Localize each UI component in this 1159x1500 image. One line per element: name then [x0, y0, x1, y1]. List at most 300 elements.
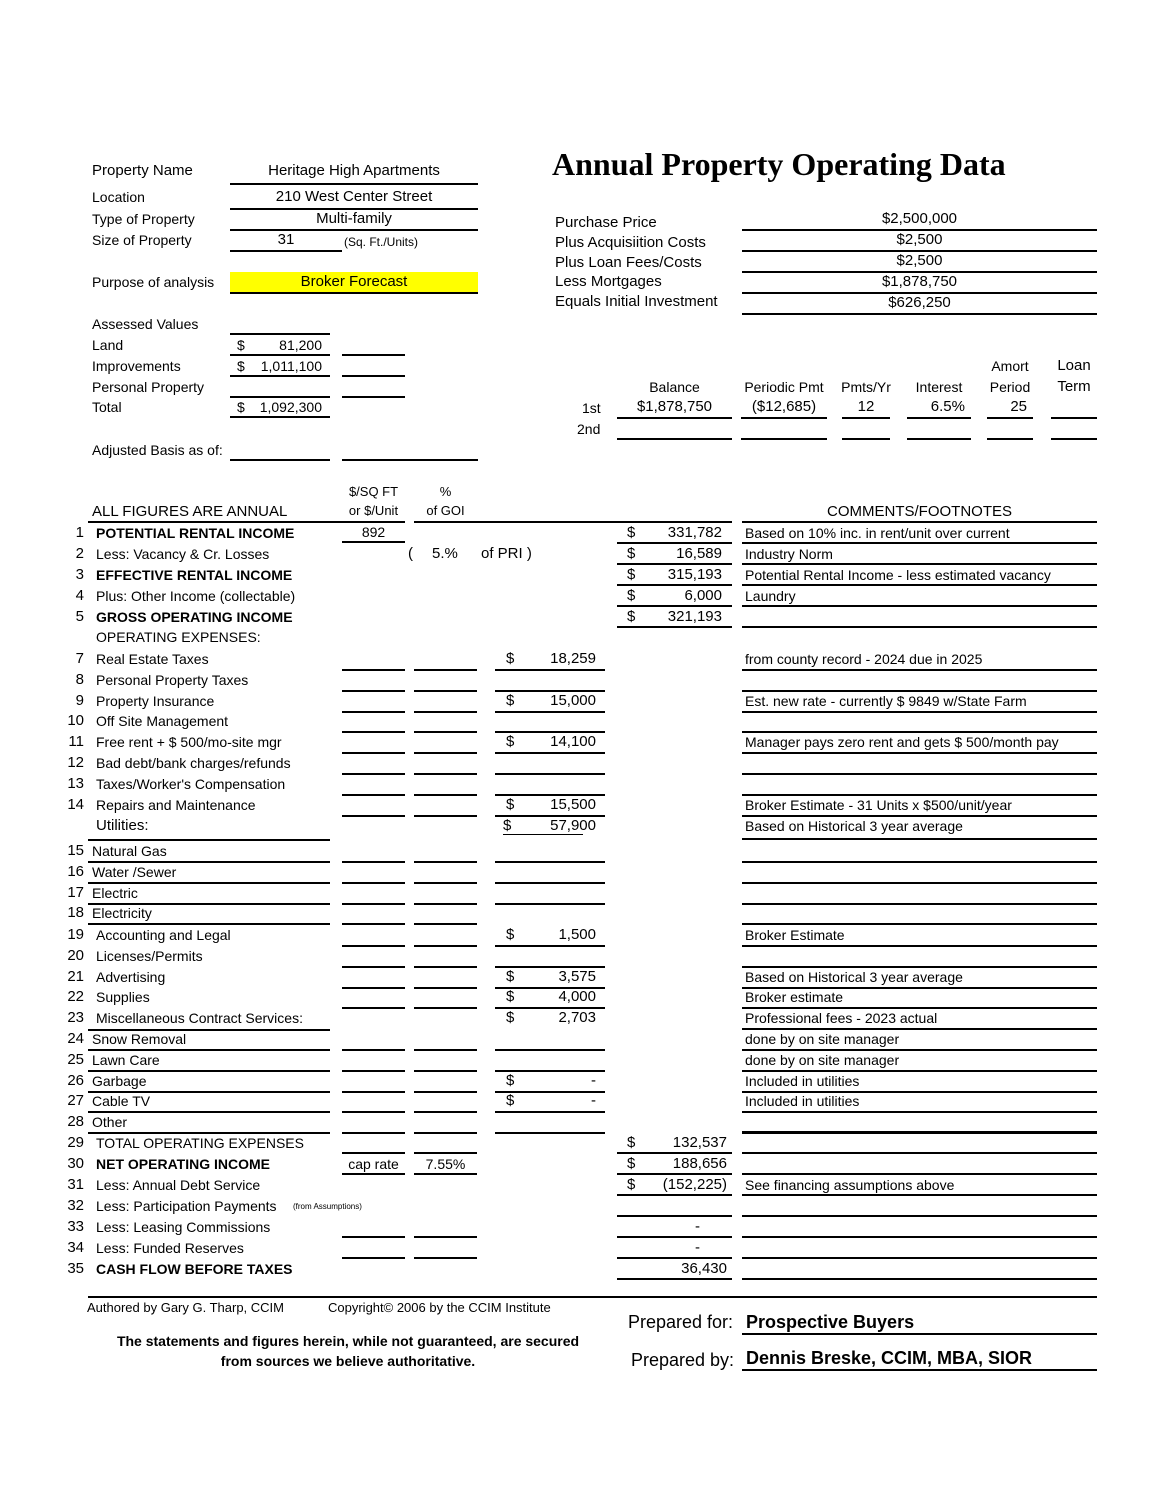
divider [617, 1215, 732, 1217]
row-number: 14 [67, 795, 84, 813]
divider [742, 1173, 1097, 1175]
opex-heading: OPERATING EXPENSES: [96, 629, 261, 645]
row-label: Less: Funded Reserves [96, 1240, 244, 1256]
row-label: Natural Gas [92, 843, 167, 859]
row-number: 20 [67, 946, 84, 964]
loan-2-pmt-field[interactable] [741, 438, 827, 440]
pct-field[interactable] [414, 1132, 477, 1134]
assessed-land-value[interactable]: 81,200 [279, 337, 322, 353]
pct-field[interactable] [414, 1152, 477, 1154]
row-number: 17 [67, 883, 84, 901]
divider [742, 521, 1097, 523]
less-mortgages-value[interactable]: $1,878,750 [881, 273, 958, 290]
sqft-field[interactable] [342, 815, 405, 817]
divider [617, 1194, 732, 1196]
divider [742, 794, 1097, 796]
row-label: Electricity [92, 905, 152, 922]
divider [230, 250, 342, 252]
row-amount[interactable]: (152,225) [662, 1176, 727, 1193]
divider [742, 542, 1097, 544]
divider [742, 773, 1097, 775]
divider [617, 1152, 732, 1154]
row-label: Off Site Management [96, 713, 229, 730]
divider [742, 1091, 1097, 1093]
property-type-label: Type of Property [92, 211, 195, 227]
row-number: 4 [75, 587, 84, 604]
divider [88, 839, 330, 841]
sqft-field[interactable] [342, 1070, 405, 1072]
pct-field[interactable] [414, 773, 477, 775]
currency-symbol: $ [506, 1092, 515, 1110]
divider [617, 563, 732, 565]
prepared-for-label: Prepared for: [628, 1312, 734, 1332]
row-label: Other [92, 1114, 128, 1131]
sqft-field[interactable] [342, 861, 405, 863]
divider [742, 1152, 1097, 1154]
divider [742, 563, 1097, 565]
pct-field[interactable] [414, 1049, 477, 1051]
pct-field[interactable] [414, 1070, 477, 1072]
pct-field[interactable] [414, 815, 477, 817]
sqft-field[interactable] [342, 752, 405, 754]
loan-1-amort[interactable]: 25 [1010, 398, 1027, 415]
balance-header: Balance [649, 379, 700, 395]
purchase-price-label: Purchase Price [555, 214, 657, 231]
pct-field[interactable] [414, 669, 477, 671]
adjusted-basis-date-field[interactable] [230, 459, 330, 461]
divider [617, 605, 732, 607]
row-label: POTENTIAL RENTAL INCOME [96, 525, 295, 541]
less-mortgages-label: Less Mortgages [555, 273, 662, 290]
divider [88, 1111, 330, 1113]
row-number: 22 [67, 988, 84, 1006]
divider [88, 861, 330, 863]
row-number: 35 [67, 1260, 84, 1277]
purchase-price-value[interactable]: $2,500,000 [881, 210, 958, 227]
pct-field[interactable] [414, 1007, 477, 1009]
loan-2-term-field[interactable] [1051, 438, 1097, 440]
property-type-value[interactable]: Multi-family [316, 210, 392, 227]
sqft-field[interactable] [342, 1257, 405, 1259]
row-label: Garbage [92, 1072, 147, 1089]
row-amount[interactable]: 1,500 [558, 926, 596, 943]
divider [88, 1091, 330, 1093]
row-label: Property Insurance [96, 692, 215, 709]
location-label: Location [92, 189, 145, 205]
divider [88, 1132, 330, 1134]
assessed-improvements-value[interactable]: 1,011,100 [260, 358, 322, 374]
pct-field[interactable] [414, 1091, 477, 1093]
sqft-field[interactable] [342, 711, 405, 713]
adjusted-basis-label: Adjusted Basis as of: [92, 442, 223, 458]
loan-1-balance[interactable]: $1,878,750 [636, 398, 713, 415]
row-number: 23 [67, 1009, 84, 1027]
row-amount[interactable]: - [695, 1239, 700, 1256]
disclaimer-line-2: from sources we believe authoritative. [220, 1353, 476, 1369]
page-title: Annual Property Operating Data [552, 146, 1006, 182]
sqft-field[interactable] [342, 1152, 405, 1154]
divider [742, 1236, 1097, 1238]
assessed-total-value[interactable]: 1,092,300 [259, 399, 322, 415]
row-number: 28 [67, 1113, 84, 1131]
row-amount[interactable]: 4,000 [558, 988, 596, 1006]
row-amount[interactable]: 132,537 [672, 1134, 727, 1151]
row-number: 31 [67, 1176, 84, 1193]
prepared-by-label: Prepared by: [631, 1350, 735, 1370]
row-amount[interactable]: 14,100 [550, 733, 596, 751]
assessed-improvements-currency: $ [237, 358, 245, 374]
divider [741, 417, 827, 419]
assessed-total-currency: $ [237, 399, 245, 415]
row-number: 11 [68, 733, 84, 751]
disclaimer-line-1: The statements and figures herein, while not guaranteed, are secured [116, 1333, 580, 1349]
divider [503, 834, 583, 835]
pct-field[interactable] [414, 690, 477, 692]
purpose-value[interactable]: Broker Forecast [230, 272, 478, 292]
currency-symbol: $ [627, 1134, 636, 1151]
row-amount[interactable]: - [591, 1092, 596, 1110]
divider [88, 1070, 330, 1072]
amount-field[interactable] [495, 752, 605, 754]
pct-field[interactable] [414, 861, 477, 863]
sqft-field[interactable] [342, 1236, 405, 1238]
currency-symbol: $ [506, 1009, 515, 1027]
row-number: 3 [75, 566, 84, 583]
divider [742, 882, 1097, 884]
row-label: Snow Removal [92, 1031, 187, 1047]
acquisition-costs-value[interactable]: $2,500 [896, 231, 943, 248]
sqft-field[interactable] [342, 1091, 405, 1093]
pct-field[interactable] [414, 966, 477, 968]
initial-investment-value[interactable]: $626,250 [888, 294, 951, 311]
assessed-improvements-label: Improvements [92, 358, 181, 374]
row-comment: Broker Estimate [745, 927, 845, 943]
loan-2-amort-field[interactable] [987, 438, 1033, 440]
amount-field[interactable] [495, 669, 605, 671]
divider [742, 1278, 1097, 1280]
prepared-by-value[interactable]: Dennis Breske, CCIM, MBA, SIOR [746, 1348, 1033, 1368]
amount-field[interactable] [495, 945, 605, 947]
row-label: Electric [92, 884, 138, 901]
divider [230, 333, 330, 335]
row-label: Cable TV [92, 1093, 151, 1110]
currency-symbol: $ [627, 545, 636, 562]
sqft-field[interactable] [342, 945, 405, 947]
cap-rate-value[interactable]: 7.55% [425, 1156, 466, 1172]
divider [230, 354, 330, 356]
blank-field[interactable] [342, 396, 405, 398]
divider [617, 584, 732, 586]
loan-2-interest-field[interactable] [907, 438, 971, 440]
divider [617, 417, 732, 419]
sqft-field[interactable] [342, 923, 405, 925]
periodic-pmt-header: Periodic Pmt [744, 379, 824, 395]
row-amount[interactable]: 3,575 [558, 967, 596, 985]
amount-field[interactable] [495, 903, 605, 905]
row-number: 7 [75, 650, 84, 667]
sqft-field[interactable] [342, 1007, 405, 1009]
amount-field[interactable] [495, 861, 605, 863]
property-name-label: Property Name [92, 162, 193, 179]
divider [742, 669, 1097, 671]
row-amount[interactable]: 2,703 [558, 1009, 596, 1027]
divider [742, 605, 1097, 607]
currency-symbol: $ [506, 1071, 515, 1089]
utilities-label: Utilities: [96, 817, 149, 834]
amount-field[interactable] [495, 711, 605, 713]
amort-header-2: Period [989, 379, 1031, 395]
divider [742, 1111, 1097, 1113]
blank-field[interactable] [342, 354, 405, 356]
row-amount[interactable]: 315,193 [667, 566, 722, 583]
sqft-field[interactable] [342, 794, 405, 796]
assessed-land-label: Land [92, 337, 124, 353]
divider [742, 690, 1097, 692]
row-amount[interactable]: 6,000 [684, 587, 722, 604]
row-number: 2 [75, 545, 84, 562]
row-amount[interactable]: - [695, 1218, 700, 1235]
row-comment: done by on site manager [745, 1051, 900, 1068]
divider [88, 923, 330, 925]
row-number: 29 [67, 1134, 84, 1151]
row-comment: Broker estimate [745, 989, 844, 1006]
divider [742, 1049, 1097, 1051]
row-label: Less: Vacancy & Cr. Losses [96, 546, 270, 562]
row-amount[interactable]: 18,259 [550, 650, 596, 667]
initial-investment-label: Equals Initial Investment [555, 293, 718, 310]
divider [742, 626, 1097, 628]
sqft-field[interactable] [342, 1111, 405, 1113]
loan-1-interest[interactable]: 6.5% [930, 398, 965, 415]
currency-symbol: $ [506, 650, 515, 667]
sqft-field[interactable] [342, 1173, 405, 1175]
pct-field[interactable] [414, 903, 477, 905]
sqft-field[interactable] [342, 773, 405, 775]
currency-symbol: $ [506, 733, 515, 751]
loan-fees-value[interactable]: $2,500 [896, 252, 943, 269]
row-comment: See financing assumptions above [745, 1177, 955, 1193]
pct-field[interactable] [414, 945, 477, 947]
row-amount[interactable]: 15,000 [550, 691, 596, 709]
amount-field[interactable] [495, 815, 605, 817]
loan-1-term-field[interactable] [1051, 417, 1097, 419]
sqft-field[interactable] [342, 987, 405, 989]
row-number: 27 [67, 1092, 84, 1110]
term-header-2: Term [1057, 378, 1091, 395]
divider [907, 417, 971, 419]
pmts-yr-header: Pmts/Yr [841, 379, 891, 395]
loan-1-pmts-yr[interactable]: 12 [857, 398, 875, 415]
row-label: Real Estate Taxes [96, 651, 209, 667]
assessed-total-label: Total [92, 399, 122, 415]
row-comment: Laundry [745, 588, 796, 604]
row-number: 1 [75, 524, 84, 541]
pct-field[interactable] [414, 1236, 477, 1238]
row-comment: Included in utilities [745, 1093, 860, 1110]
divider [742, 1070, 1097, 1072]
amount-field[interactable] [495, 882, 605, 884]
row-label: Accounting and Legal [96, 927, 231, 943]
amount-field[interactable] [495, 773, 605, 775]
utilities-currency: $ [503, 817, 512, 834]
blank-field[interactable] [342, 375, 405, 377]
row-label: Supplies [96, 989, 150, 1006]
divider [230, 183, 478, 185]
row-number: 21 [67, 967, 84, 985]
divider [742, 1257, 1097, 1259]
purpose-label: Purpose of analysis [92, 274, 215, 290]
sqft-field[interactable] [342, 966, 405, 968]
utilities-value[interactable]: 57,900 [550, 817, 596, 834]
pct-field[interactable] [414, 987, 477, 989]
row-comment: Professional fees - 2023 actual [745, 1010, 938, 1027]
divider [617, 542, 732, 544]
row-number: 19 [67, 926, 84, 943]
currency-symbol: $ [627, 524, 636, 541]
loan-2-balance-field[interactable] [617, 438, 732, 440]
amount-field[interactable] [495, 1049, 605, 1051]
divider [414, 521, 732, 523]
sqft-field[interactable] [342, 1049, 405, 1051]
row-amount[interactable]: 188,656 [672, 1155, 727, 1172]
row-label: TOTAL OPERATING EXPENSES [96, 1135, 304, 1151]
row-amount[interactable]: 36,430 [681, 1260, 727, 1277]
amort-header-1: Amort [991, 358, 1029, 374]
sqft-field[interactable] [342, 903, 405, 905]
row-number: 33 [67, 1218, 84, 1235]
row-amount[interactable]: 16,589 [676, 545, 722, 562]
divider [742, 987, 1097, 989]
row-label: Licenses/Permits [96, 947, 203, 964]
row-amount[interactable]: 321,193 [667, 608, 722, 625]
row-label: Miscellaneous Contract Services: [96, 1010, 303, 1027]
vacancy-of-pri: of PRI ) [481, 545, 532, 562]
prepared-for-value[interactable]: Prospective Buyers [746, 1312, 915, 1332]
row-comment: Based on 10% inc. in rent/unit over current [745, 525, 1010, 541]
property-size-label: Size of Property [92, 232, 192, 248]
divider [742, 313, 1097, 315]
divider [742, 1028, 1097, 1030]
row-number: 32 [67, 1197, 84, 1214]
sqft-field[interactable] [342, 690, 405, 692]
row-label: EFFECTIVE RENTAL INCOME [96, 567, 293, 583]
row-label: Less: Leasing Commissions [96, 1219, 271, 1235]
vacancy-pct[interactable]: 5.% [432, 545, 458, 562]
pct-field[interactable] [414, 711, 477, 713]
divider [617, 626, 732, 628]
divider [742, 838, 1097, 840]
divider [742, 945, 1097, 947]
pct-field[interactable] [414, 1173, 477, 1175]
pct-field[interactable] [414, 794, 477, 796]
divider [742, 1215, 1097, 1217]
loan-2-label: 2nd [577, 421, 601, 437]
loan-1-periodic-pmt[interactable]: ($12,685) [751, 398, 817, 415]
col-sqft-header-1: $/SQ FT [348, 484, 399, 499]
pct-field[interactable] [414, 882, 477, 884]
row-label: Advertising [96, 968, 166, 985]
row-amount[interactable]: 15,500 [550, 795, 596, 813]
row-comment: from county record - 2024 due in 2025 [745, 651, 983, 667]
pct-field[interactable] [414, 731, 477, 733]
location-value[interactable]: 210 West Center Street [275, 188, 433, 205]
divider [987, 417, 1033, 419]
divider [230, 375, 330, 377]
adjusted-basis-value-field[interactable] [342, 459, 478, 461]
row-comment: done by on site manager [745, 1031, 900, 1047]
row-number: 10 [67, 712, 84, 730]
row-label: Less: Annual Debt Service [96, 1177, 261, 1193]
divider [742, 584, 1097, 586]
vacancy-paren: ( [408, 545, 413, 562]
row-label: CASH FLOW BEFORE TAXES [96, 1261, 293, 1277]
row-number: 5 [75, 608, 84, 625]
sqft-field[interactable] [342, 669, 405, 671]
row-comment: Included in utilities [745, 1072, 860, 1089]
divider [617, 1236, 732, 1238]
currency-symbol: $ [506, 926, 515, 943]
divider [617, 1257, 732, 1259]
row-number: 18 [67, 904, 84, 922]
sqft-field[interactable] [342, 1132, 405, 1134]
cap-rate-label: cap rate [348, 1156, 399, 1172]
row-label: Plus: Other Income (collectable) [96, 588, 296, 604]
row-amount[interactable]: - [591, 1071, 596, 1089]
row-comment: Broker Estimate - 31 Units x $500/unit/year [745, 796, 1012, 813]
property-name-value[interactable]: Heritage High Apartments [268, 162, 440, 179]
row-label: Taxes/Worker's Compensation [96, 775, 286, 792]
currency-symbol: $ [506, 795, 515, 813]
amount-field[interactable] [495, 1111, 605, 1113]
loan-1-label: 1st [582, 400, 601, 416]
per-unit-value[interactable]: 892 [361, 524, 386, 540]
divider [742, 1131, 1097, 1133]
row-label: Free rent + $ 500/mo-site mgr [96, 734, 282, 751]
sqft-field[interactable] [342, 882, 405, 884]
row-label: Bad debt/bank charges/refunds [96, 755, 291, 771]
divider [88, 882, 330, 884]
row-number: 8 [75, 670, 84, 688]
row-number: 25 [67, 1050, 84, 1068]
divider [617, 1278, 732, 1280]
pct-field[interactable] [414, 752, 477, 754]
currency-symbol: $ [627, 566, 636, 583]
divider [742, 1007, 1097, 1009]
divider [617, 1173, 732, 1175]
row-label: NET OPERATING INCOME [96, 1156, 270, 1172]
pct-field[interactable] [414, 1111, 477, 1113]
acquisition-costs-label: Plus Acquisiition Costs [555, 234, 706, 251]
loan-2-pmts-yr-field[interactable] [842, 438, 890, 440]
currency-symbol: $ [627, 587, 636, 604]
row-label: Lawn Care [92, 1051, 160, 1068]
property-size-unit: (Sq. Ft./Units) [344, 235, 419, 249]
property-size-value[interactable]: 31 [277, 231, 295, 248]
amount-field[interactable] [495, 1132, 605, 1134]
row-amount[interactable]: 331,782 [667, 524, 722, 541]
divider [742, 1194, 1097, 1196]
pct-field[interactable] [414, 1257, 477, 1259]
divider [742, 731, 1097, 733]
row-number: 9 [75, 691, 84, 709]
comments-heading: COMMENTS/FOOTNOTES [827, 503, 1012, 520]
sqft-field[interactable] [342, 731, 405, 733]
row-comment: Based on Historical 3 year average [745, 968, 963, 985]
pct-field[interactable] [414, 923, 477, 925]
row-number: 15 [67, 842, 84, 859]
divider [230, 396, 330, 398]
row-comment: Industry Norm [745, 546, 833, 562]
